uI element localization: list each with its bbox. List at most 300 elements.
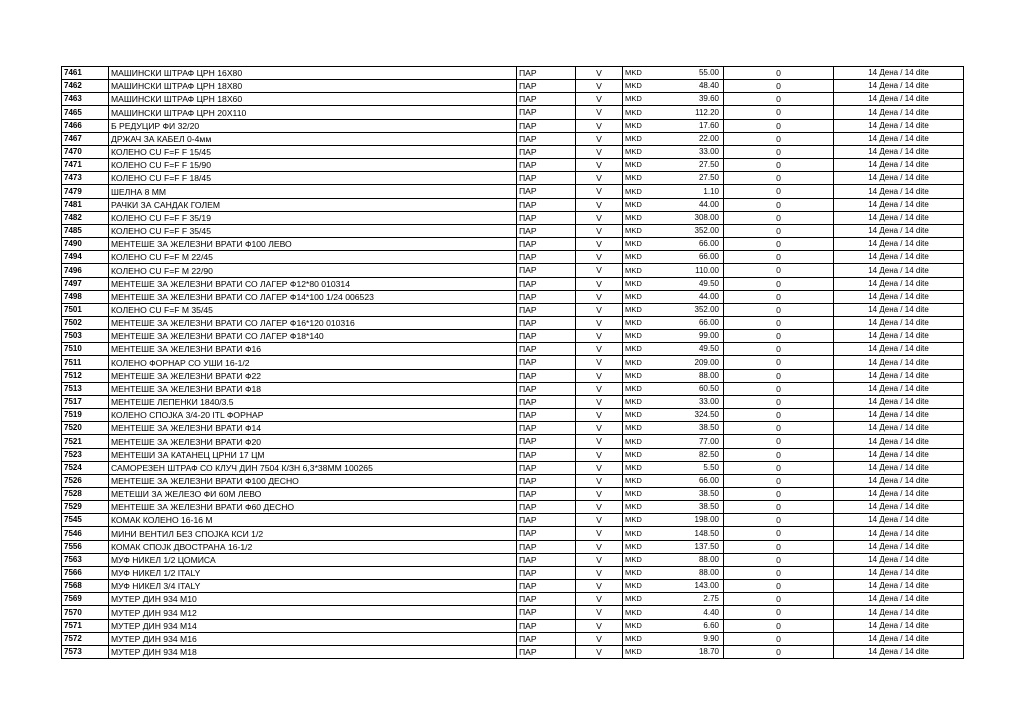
item-code: 7571 xyxy=(62,619,109,632)
item-quantity: 0 xyxy=(724,119,834,132)
item-code: 7467 xyxy=(62,132,109,145)
item-currency: MKD xyxy=(623,185,662,198)
item-quantity: 0 xyxy=(724,422,834,435)
item-quantity: 0 xyxy=(724,80,834,93)
item-name: ДРЖАЧ ЗА КАБЕЛ 0-4мм xyxy=(109,132,517,145)
item-name: МАШИНСКИ ШТРАФ ЦРН 20Х110 xyxy=(109,106,517,119)
item-name: КОЛЕНО CU F=F F 18/45 xyxy=(109,172,517,185)
table-row xyxy=(62,330,964,343)
item-price: 88.00 xyxy=(662,566,724,579)
item-quantity: 0 xyxy=(724,303,834,316)
item-unit: ПАР xyxy=(517,106,576,119)
item-name: МУТЕР ДИН 934 М12 xyxy=(109,606,517,619)
item-price: 352.00 xyxy=(662,224,724,237)
item-name: МЕНТЕШЕ ЗА ЖЕЛЕЗНИ ВРАТИ СО ЛАГЕР Ф16*120 010316 xyxy=(109,316,517,329)
item-name: МЕНТЕШЕ ЗА ЖЕЛЕЗНИ ВРАТИ СО ЛАГЕР Ф18*140 xyxy=(109,330,517,343)
item-unit: ПАР xyxy=(517,303,576,316)
item-name: КОМАК КОЛЕНО 16-16 М xyxy=(109,514,517,527)
item-name: МЕНТЕШЕ ЗА ЖЕЛЕЗНИ ВРАТИ Ф60 ДЕСНО xyxy=(109,501,517,514)
item-currency: MKD xyxy=(623,211,662,224)
item-name: КОЛЕНО CU F=F F 15/90 xyxy=(109,159,517,172)
item-currency: MKD xyxy=(623,343,662,356)
item-unit: ПАР xyxy=(517,316,576,329)
item-price: 38.50 xyxy=(662,422,724,435)
item-unit: ПАР xyxy=(517,606,576,619)
item-name: МЕНТЕШЕ ЛЕПЕНКИ 1840/3.5 xyxy=(109,395,517,408)
item-quantity: 0 xyxy=(724,488,834,501)
item-code: 7470 xyxy=(62,145,109,158)
table-row xyxy=(62,185,964,198)
table-row xyxy=(62,501,964,514)
item-delivery-time: 14 Дена / 14 dite xyxy=(834,198,964,211)
item-price: 1.10 xyxy=(662,185,724,198)
item-v-flag: V xyxy=(576,369,623,382)
item-price: 110.00 xyxy=(662,264,724,277)
item-unit: ПАР xyxy=(517,277,576,290)
item-code: 7521 xyxy=(62,435,109,448)
item-delivery-time: 14 Дена / 14 dite xyxy=(834,251,964,264)
item-price: 137.50 xyxy=(662,540,724,553)
item-v-flag: V xyxy=(576,606,623,619)
item-quantity: 0 xyxy=(724,474,834,487)
item-delivery-time: 14 Дена / 14 dite xyxy=(834,159,964,172)
item-unit: ПАР xyxy=(517,67,576,80)
item-currency: MKD xyxy=(623,132,662,145)
item-unit: ПАР xyxy=(517,409,576,422)
item-currency: MKD xyxy=(623,501,662,514)
item-unit: ПАР xyxy=(517,395,576,408)
table-row xyxy=(62,461,964,474)
item-code: 7471 xyxy=(62,159,109,172)
item-quantity: 0 xyxy=(724,198,834,211)
item-name: МУФ НИКЕЛ 3/4 ITALY xyxy=(109,580,517,593)
item-name: МЕНТЕШЕ ЗА ЖЕЛЕЗНИ ВРАТИ СО ЛАГЕР Ф12*80 010314 xyxy=(109,277,517,290)
item-unit: ПАР xyxy=(517,566,576,579)
item-v-flag: V xyxy=(576,238,623,251)
item-code: 7512 xyxy=(62,369,109,382)
table-row xyxy=(62,356,964,369)
item-quantity: 0 xyxy=(724,185,834,198)
item-unit: ПАР xyxy=(517,632,576,645)
item-v-flag: V xyxy=(576,290,623,303)
item-price: 17.60 xyxy=(662,119,724,132)
item-delivery-time: 14 Дена / 14 dite xyxy=(834,185,964,198)
item-unit: ПАР xyxy=(517,290,576,303)
item-code: 7498 xyxy=(62,290,109,303)
table-row xyxy=(62,251,964,264)
item-currency: MKD xyxy=(623,632,662,645)
item-code: 7568 xyxy=(62,580,109,593)
item-delivery-time: 14 Дена / 14 dite xyxy=(834,93,964,106)
item-quantity: 0 xyxy=(724,290,834,303)
item-unit: ПАР xyxy=(517,422,576,435)
item-quantity: 0 xyxy=(724,251,834,264)
item-currency: MKD xyxy=(623,553,662,566)
item-price: 33.00 xyxy=(662,145,724,158)
item-name: МЕНТЕШЕ ЗА ЖЕЛЕЗНИ ВРАТИ Ф14 xyxy=(109,422,517,435)
item-quantity: 0 xyxy=(724,211,834,224)
item-code: 7503 xyxy=(62,330,109,343)
item-unit: ПАР xyxy=(517,93,576,106)
table-row xyxy=(62,474,964,487)
item-delivery-time: 14 Дена / 14 dite xyxy=(834,501,964,514)
item-currency: MKD xyxy=(623,527,662,540)
item-code: 7526 xyxy=(62,474,109,487)
item-price: 33.00 xyxy=(662,395,724,408)
table-row xyxy=(62,119,964,132)
item-v-flag: V xyxy=(576,632,623,645)
item-quantity: 0 xyxy=(724,343,834,356)
item-name: ШЕЛНА 8 ММ xyxy=(109,185,517,198)
item-name: КОЛЕНО CU F=F M 35/45 xyxy=(109,303,517,316)
item-name: САМОРЕЗЕН ШТРАФ СО КЛУЧ ДИН 7504 К/ЗН 6,3*38ММ 100265 xyxy=(109,461,517,474)
item-currency: MKD xyxy=(623,264,662,277)
item-name: МУТЕР ДИН 934 М16 xyxy=(109,632,517,645)
item-quantity: 0 xyxy=(724,395,834,408)
item-quantity: 0 xyxy=(724,356,834,369)
item-price: 49.50 xyxy=(662,277,724,290)
table-row xyxy=(62,172,964,185)
item-unit: ПАР xyxy=(517,198,576,211)
item-name: КОЛЕНО CU F=F F 35/45 xyxy=(109,224,517,237)
table-row xyxy=(62,448,964,461)
item-v-flag: V xyxy=(576,80,623,93)
item-v-flag: V xyxy=(576,448,623,461)
item-unit: ПАР xyxy=(517,382,576,395)
item-unit: ПАР xyxy=(517,488,576,501)
item-price: 66.00 xyxy=(662,474,724,487)
item-unit: ПАР xyxy=(517,330,576,343)
item-price: 55.00 xyxy=(662,67,724,80)
item-quantity: 0 xyxy=(724,369,834,382)
table-row xyxy=(62,593,964,606)
item-unit: ПАР xyxy=(517,145,576,158)
item-delivery-time: 14 Дена / 14 dite xyxy=(834,645,964,658)
item-quantity: 0 xyxy=(724,382,834,395)
table-row xyxy=(62,422,964,435)
item-name: МЕНТЕШИ ЗА КАТАНЕЦ ЦРНИ 17 ЦМ xyxy=(109,448,517,461)
item-delivery-time: 14 Дена / 14 dite xyxy=(834,619,964,632)
item-code: 7466 xyxy=(62,119,109,132)
item-price: 88.00 xyxy=(662,553,724,566)
item-delivery-time: 14 Дена / 14 dite xyxy=(834,553,964,566)
item-currency: MKD xyxy=(623,251,662,264)
table-row xyxy=(62,198,964,211)
table-row xyxy=(62,67,964,80)
table-row xyxy=(62,343,964,356)
item-delivery-time: 14 Дена / 14 dite xyxy=(834,106,964,119)
item-code: 7510 xyxy=(62,343,109,356)
item-price: 352.00 xyxy=(662,303,724,316)
item-quantity: 0 xyxy=(724,106,834,119)
item-quantity: 0 xyxy=(724,93,834,106)
item-v-flag: V xyxy=(576,159,623,172)
item-code: 7529 xyxy=(62,501,109,514)
item-currency: MKD xyxy=(623,198,662,211)
item-quantity: 0 xyxy=(724,172,834,185)
item-name: МЕНТЕШЕ ЗА ЖЕЛЕЗНИ ВРАТИ Ф20 xyxy=(109,435,517,448)
table-row xyxy=(62,435,964,448)
item-code: 7556 xyxy=(62,540,109,553)
item-v-flag: V xyxy=(576,356,623,369)
item-name: КОМАК СПОЈК ДВОСТРАНА 16-1/2 xyxy=(109,540,517,553)
item-delivery-time: 14 Дена / 14 dite xyxy=(834,369,964,382)
price-list-table xyxy=(61,66,964,659)
item-v-flag: V xyxy=(576,580,623,593)
item-v-flag: V xyxy=(576,382,623,395)
item-code: 7528 xyxy=(62,488,109,501)
table-row xyxy=(62,514,964,527)
item-name: МУФ НИКЕЛ 1/2 ITALY xyxy=(109,566,517,579)
table-row xyxy=(62,93,964,106)
item-delivery-time: 14 Дена / 14 dite xyxy=(834,448,964,461)
table-row xyxy=(62,527,964,540)
item-price: 6.60 xyxy=(662,619,724,632)
item-delivery-time: 14 Дена / 14 dite xyxy=(834,343,964,356)
table-row xyxy=(62,80,964,93)
item-quantity: 0 xyxy=(724,632,834,645)
item-currency: MKD xyxy=(623,80,662,93)
item-currency: MKD xyxy=(623,645,662,658)
item-currency: MKD xyxy=(623,145,662,158)
item-name: МЕТЕШИ ЗА ЖЕЛЕЗО ФИ 60М ЛЕВО xyxy=(109,488,517,501)
item-price: 22.00 xyxy=(662,132,724,145)
item-currency: MKD xyxy=(623,172,662,185)
item-delivery-time: 14 Дена / 14 dite xyxy=(834,132,964,145)
item-delivery-time: 14 Дена / 14 dite xyxy=(834,540,964,553)
item-code: 7482 xyxy=(62,211,109,224)
item-currency: MKD xyxy=(623,593,662,606)
table-row xyxy=(62,409,964,422)
item-v-flag: V xyxy=(576,264,623,277)
item-quantity: 0 xyxy=(724,619,834,632)
item-delivery-time: 14 Дена / 14 dite xyxy=(834,422,964,435)
item-delivery-time: 14 Дена / 14 dite xyxy=(834,316,964,329)
item-delivery-time: 14 Дена / 14 dite xyxy=(834,593,964,606)
table-row xyxy=(62,540,964,553)
item-unit: ПАР xyxy=(517,619,576,632)
item-quantity: 0 xyxy=(724,132,834,145)
item-unit: ПАР xyxy=(517,132,576,145)
table-row xyxy=(62,619,964,632)
item-price: 88.00 xyxy=(662,369,724,382)
item-name: МЕНТЕШЕ ЗА ЖЕЛЕЗНИ ВРАТИ Ф18 xyxy=(109,382,517,395)
item-v-flag: V xyxy=(576,474,623,487)
table-row xyxy=(62,159,964,172)
item-quantity: 0 xyxy=(724,566,834,579)
item-unit: ПАР xyxy=(517,540,576,553)
item-price: 48.40 xyxy=(662,80,724,93)
item-v-flag: V xyxy=(576,224,623,237)
table-row xyxy=(62,238,964,251)
item-name: Б РЕДУЦИР ФИ 32/20 xyxy=(109,119,517,132)
item-name: МАШИНСКИ ШТРАФ ЦРН 18Х60 xyxy=(109,93,517,106)
table-row xyxy=(62,369,964,382)
item-price: 99.00 xyxy=(662,330,724,343)
item-code: 7513 xyxy=(62,382,109,395)
item-code: 7465 xyxy=(62,106,109,119)
item-delivery-time: 14 Дена / 14 dite xyxy=(834,566,964,579)
table-row xyxy=(62,277,964,290)
item-code: 7570 xyxy=(62,606,109,619)
item-v-flag: V xyxy=(576,185,623,198)
item-currency: MKD xyxy=(623,277,662,290)
item-code: 7573 xyxy=(62,645,109,658)
item-delivery-time: 14 Дена / 14 dite xyxy=(834,67,964,80)
item-price: 44.00 xyxy=(662,198,724,211)
item-name: КОЛЕНО CU F=F M 22/45 xyxy=(109,251,517,264)
item-unit: ПАР xyxy=(517,185,576,198)
item-code: 7569 xyxy=(62,593,109,606)
item-price: 27.50 xyxy=(662,172,724,185)
item-code: 7519 xyxy=(62,409,109,422)
item-unit: ПАР xyxy=(517,369,576,382)
table-row xyxy=(62,106,964,119)
item-unit: ПАР xyxy=(517,211,576,224)
item-currency: MKD xyxy=(623,67,662,80)
item-name: КОЛЕНО CU F=F M 22/90 xyxy=(109,264,517,277)
item-currency: MKD xyxy=(623,290,662,303)
item-v-flag: V xyxy=(576,172,623,185)
item-quantity: 0 xyxy=(724,238,834,251)
item-currency: MKD xyxy=(623,461,662,474)
item-name: КОЛЕНО ФОРНАР СО УШИ 16-1/2 xyxy=(109,356,517,369)
item-name: МИНИ ВЕНТИЛ БЕЗ СПОЈКА КСИ 1/2 xyxy=(109,527,517,540)
item-delivery-time: 14 Дена / 14 dite xyxy=(834,395,964,408)
item-currency: MKD xyxy=(623,119,662,132)
item-delivery-time: 14 Дена / 14 dite xyxy=(834,277,964,290)
item-delivery-time: 14 Дена / 14 dite xyxy=(834,514,964,527)
table-row xyxy=(62,395,964,408)
item-currency: MKD xyxy=(623,619,662,632)
table-row xyxy=(62,645,964,658)
item-v-flag: V xyxy=(576,501,623,514)
item-v-flag: V xyxy=(576,198,623,211)
item-delivery-time: 14 Дена / 14 dite xyxy=(834,474,964,487)
item-unit: ПАР xyxy=(517,553,576,566)
item-delivery-time: 14 Дена / 14 dite xyxy=(834,461,964,474)
item-code: 7479 xyxy=(62,185,109,198)
table-row xyxy=(62,264,964,277)
item-quantity: 0 xyxy=(724,409,834,422)
item-name: МАШИНСКИ ШТРАФ ЦРН 18Х80 xyxy=(109,80,517,93)
item-currency: MKD xyxy=(623,409,662,422)
table-row xyxy=(62,145,964,158)
item-quantity: 0 xyxy=(724,540,834,553)
item-unit: ПАР xyxy=(517,343,576,356)
item-v-flag: V xyxy=(576,106,623,119)
item-delivery-time: 14 Дена / 14 dite xyxy=(834,211,964,224)
item-delivery-time: 14 Дена / 14 dite xyxy=(834,238,964,251)
item-code: 7524 xyxy=(62,461,109,474)
item-v-flag: V xyxy=(576,409,623,422)
item-price: 198.00 xyxy=(662,514,724,527)
item-v-flag: V xyxy=(576,527,623,540)
item-quantity: 0 xyxy=(724,553,834,566)
item-name: МЕНТЕШЕ ЗА ЖЕЛЕЗНИ ВРАТИ СО ЛАГЕР Ф14*100 1/24 006523 xyxy=(109,290,517,303)
item-currency: MKD xyxy=(623,369,662,382)
item-unit: ПАР xyxy=(517,448,576,461)
item-v-flag: V xyxy=(576,540,623,553)
item-price: 66.00 xyxy=(662,238,724,251)
item-delivery-time: 14 Дена / 14 dite xyxy=(834,290,964,303)
item-delivery-time: 14 Дена / 14 dite xyxy=(834,409,964,422)
item-currency: MKD xyxy=(623,382,662,395)
item-code: 7473 xyxy=(62,172,109,185)
item-price: 148.50 xyxy=(662,527,724,540)
item-v-flag: V xyxy=(576,67,623,80)
item-v-flag: V xyxy=(576,619,623,632)
item-v-flag: V xyxy=(576,593,623,606)
item-quantity: 0 xyxy=(724,448,834,461)
item-code: 7520 xyxy=(62,422,109,435)
item-v-flag: V xyxy=(576,343,623,356)
item-currency: MKD xyxy=(623,474,662,487)
item-delivery-time: 14 Дена / 14 dite xyxy=(834,356,964,369)
item-price: 39.60 xyxy=(662,93,724,106)
item-v-flag: V xyxy=(576,303,623,316)
item-quantity: 0 xyxy=(724,527,834,540)
item-code: 7494 xyxy=(62,251,109,264)
item-v-flag: V xyxy=(576,132,623,145)
item-code: 7566 xyxy=(62,566,109,579)
item-name: КОЛЕНО CU F=F F 15/45 xyxy=(109,145,517,158)
item-quantity: 0 xyxy=(724,277,834,290)
item-code: 7572 xyxy=(62,632,109,645)
item-delivery-time: 14 Дена / 14 dite xyxy=(834,80,964,93)
item-currency: MKD xyxy=(623,356,662,369)
item-delivery-time: 14 Дена / 14 dite xyxy=(834,527,964,540)
item-name: МЕНТЕШЕ ЗА ЖЕЛЕЗНИ ВРАТИ Ф16 xyxy=(109,343,517,356)
item-unit: ПАР xyxy=(517,80,576,93)
table-row xyxy=(62,580,964,593)
item-price: 38.50 xyxy=(662,501,724,514)
item-currency: MKD xyxy=(623,422,662,435)
item-unit: ПАР xyxy=(517,527,576,540)
item-price: 44.00 xyxy=(662,290,724,303)
item-unit: ПАР xyxy=(517,224,576,237)
item-quantity: 0 xyxy=(724,159,834,172)
item-delivery-time: 14 Дена / 14 dite xyxy=(834,488,964,501)
item-code: 7490 xyxy=(62,238,109,251)
item-delivery-time: 14 Дена / 14 dite xyxy=(834,606,964,619)
item-unit: ПАР xyxy=(517,251,576,264)
item-code: 7502 xyxy=(62,316,109,329)
item-v-flag: V xyxy=(576,435,623,448)
table-row xyxy=(62,566,964,579)
item-currency: MKD xyxy=(623,448,662,461)
item-delivery-time: 14 Дена / 14 dite xyxy=(834,580,964,593)
item-v-flag: V xyxy=(576,514,623,527)
item-currency: MKD xyxy=(623,93,662,106)
table-row xyxy=(62,632,964,645)
item-quantity: 0 xyxy=(724,514,834,527)
table-row xyxy=(62,316,964,329)
item-quantity: 0 xyxy=(724,501,834,514)
table-row xyxy=(62,488,964,501)
item-quantity: 0 xyxy=(724,435,834,448)
item-name: МАШИНСКИ ШТРАФ ЦРН 16Х80 xyxy=(109,67,517,80)
item-currency: MKD xyxy=(623,488,662,501)
item-v-flag: V xyxy=(576,553,623,566)
table-row xyxy=(62,211,964,224)
item-unit: ПАР xyxy=(517,474,576,487)
item-quantity: 0 xyxy=(724,264,834,277)
item-unit: ПАР xyxy=(517,501,576,514)
item-currency: MKD xyxy=(623,395,662,408)
item-code: 7485 xyxy=(62,224,109,237)
item-price: 209.00 xyxy=(662,356,724,369)
